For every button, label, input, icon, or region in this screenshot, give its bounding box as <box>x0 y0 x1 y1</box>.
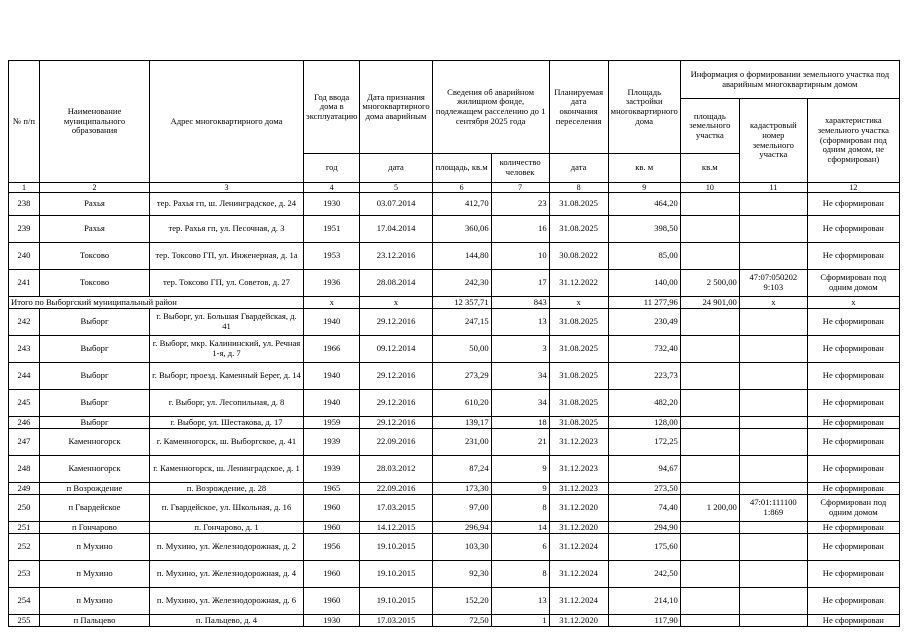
total-cad: х <box>739 297 807 309</box>
header-recognition-date: Дата признания многоквартирного дома аварийным <box>360 61 432 154</box>
building-area: 94,67 <box>608 456 680 483</box>
table-row <box>9 522 900 534</box>
year: 1936 <box>304 270 360 297</box>
table-row <box>9 483 900 495</box>
year: 1960 <box>304 495 360 522</box>
address: п. Мухино, ул. Железнодорожная, д. 6 <box>150 588 304 615</box>
people-count: 34 <box>491 390 549 417</box>
total-area: 11 277,96 <box>608 297 680 309</box>
column-number: 10 <box>680 183 739 193</box>
building-area: 464,20 <box>608 193 680 216</box>
people-count: 23 <box>491 193 549 216</box>
row-number: 251 <box>9 522 40 534</box>
recognition-date: 17.03.2015 <box>360 495 432 522</box>
recognition-date: 29.12.2016 <box>360 363 432 390</box>
total-char: х <box>807 297 899 309</box>
row-number: 252 <box>9 534 40 561</box>
table-row <box>9 363 900 390</box>
municipality: п Гвардейское <box>40 495 150 522</box>
year: 1960 <box>304 588 360 615</box>
row-number: 246 <box>9 417 40 429</box>
people-count: 21 <box>491 429 549 456</box>
recognition-date: 29.12.2016 <box>360 390 432 417</box>
year: 1951 <box>304 216 360 243</box>
header-area: Площадь застройки многоквартирного дома <box>608 61 680 154</box>
recognition-date: 17.03.2015 <box>360 615 432 627</box>
header-plan-date: Планируемая дата окончания переселения <box>549 61 608 154</box>
column-number: 8 <box>549 183 608 193</box>
fund-area: 273,29 <box>432 363 491 390</box>
year: 1960 <box>304 522 360 534</box>
year: 1966 <box>304 336 360 363</box>
row-number: 247 <box>9 429 40 456</box>
plan-date: 31.08.2025 <box>549 193 608 216</box>
year: 1940 <box>304 390 360 417</box>
table-row <box>9 561 900 588</box>
year: 1953 <box>304 243 360 270</box>
cadastral-number <box>739 615 807 627</box>
building-area: 140,00 <box>608 270 680 297</box>
building-area: 230,49 <box>608 309 680 336</box>
people-count: 3 <box>491 336 549 363</box>
land-area <box>680 561 739 588</box>
land-area: 2 500,00 <box>680 270 739 297</box>
land-characteristic: Не сформирован <box>807 309 899 336</box>
header-land-info: Информация о формировании земельного участка под аварийным многоквартирным домом <box>680 61 899 99</box>
column-number: 4 <box>304 183 360 193</box>
unit-people: количество человек <box>491 154 549 183</box>
people-count: 1 <box>491 615 549 627</box>
recognition-date: 03.07.2014 <box>360 193 432 216</box>
cadastral-number <box>739 417 807 429</box>
municipality: Рахья <box>40 216 150 243</box>
row-number: 255 <box>9 615 40 627</box>
column-number: 12 <box>807 183 899 193</box>
land-characteristic: Не сформирован <box>807 588 899 615</box>
table-row <box>9 417 900 429</box>
people-count: 8 <box>491 561 549 588</box>
building-area: 175,60 <box>608 534 680 561</box>
header-land-area: площадь земельного участка <box>680 99 739 154</box>
plan-date: 31.08.2025 <box>549 417 608 429</box>
address: г. Выборг, мкр. Калининский, ул. Речная 1-я, д. 7 <box>150 336 304 363</box>
recognition-date: 19.10.2015 <box>360 534 432 561</box>
row-number: 244 <box>9 363 40 390</box>
land-area <box>680 309 739 336</box>
column-number: 5 <box>360 183 432 193</box>
people-count: 9 <box>491 483 549 495</box>
land-area <box>680 429 739 456</box>
plan-date: 31.12.2022 <box>549 270 608 297</box>
table-row <box>9 588 900 615</box>
fund-area: 92,30 <box>432 561 491 588</box>
people-count: 14 <box>491 522 549 534</box>
plan-date: 31.12.2023 <box>549 429 608 456</box>
header-fund: Сведения об аварийном жилищном фонде, подлежащем расселению до 1 сентября 2025 года <box>432 61 549 154</box>
people-count: 13 <box>491 588 549 615</box>
unit-date: дата <box>360 154 432 183</box>
municipality: Токсово <box>40 270 150 297</box>
fund-area: 152,20 <box>432 588 491 615</box>
cadastral-number <box>739 456 807 483</box>
plan-date: 31.12.2024 <box>549 561 608 588</box>
people-count: 13 <box>491 309 549 336</box>
building-area: 214,10 <box>608 588 680 615</box>
row-number: 239 <box>9 216 40 243</box>
land-characteristic: Не сформирован <box>807 561 899 588</box>
address: тер. Рахья гп, ш. Ленинградское, д. 24 <box>150 193 304 216</box>
address: п. Мухино, ул. Железнодорожная, д. 4 <box>150 561 304 588</box>
unit-plan-date: дата <box>549 154 608 183</box>
row-number: 238 <box>9 193 40 216</box>
year: 1965 <box>304 483 360 495</box>
building-area: 74,40 <box>608 495 680 522</box>
total-land-area: 24 901,00 <box>680 297 739 309</box>
total-fund-area: 12 357,71 <box>432 297 491 309</box>
table-row <box>9 336 900 363</box>
municipality: Выборг <box>40 417 150 429</box>
recognition-date: 29.12.2016 <box>360 417 432 429</box>
cadastral-number: 47:07:050202 9:103 <box>739 270 807 297</box>
land-characteristic: Не сформирован <box>807 417 899 429</box>
cadastral-number <box>739 216 807 243</box>
people-count: 34 <box>491 363 549 390</box>
recognition-date: 29.12.2016 <box>360 309 432 336</box>
header-address: Адрес многоквартирного дома <box>150 61 304 183</box>
fund-area: 144,80 <box>432 243 491 270</box>
fund-area: 103,30 <box>432 534 491 561</box>
plan-date: 31.12.2020 <box>549 615 608 627</box>
land-characteristic: Не сформирован <box>807 216 899 243</box>
total-year: х <box>304 297 360 309</box>
municipality: Рахья <box>40 193 150 216</box>
table-row <box>9 456 900 483</box>
land-characteristic: Не сформирован <box>807 390 899 417</box>
cadastral-number <box>739 309 807 336</box>
recognition-date: 28.03.2012 <box>360 456 432 483</box>
row-number: 249 <box>9 483 40 495</box>
plan-date: 31.12.2023 <box>549 456 608 483</box>
municipality: Токсово <box>40 243 150 270</box>
column-number: 11 <box>739 183 807 193</box>
unit-area: кв. м <box>608 154 680 183</box>
recognition-date: 14.12.2015 <box>360 522 432 534</box>
land-area <box>680 588 739 615</box>
fund-area: 50,00 <box>432 336 491 363</box>
cadastral-number <box>739 483 807 495</box>
land-characteristic: Не сформирован <box>807 429 899 456</box>
land-characteristic: Сформирован под одним домом <box>807 495 899 522</box>
recognition-date: 23.12.2016 <box>360 243 432 270</box>
year: 1930 <box>304 193 360 216</box>
address: п. Возрождение, д. 28 <box>150 483 304 495</box>
municipality: п Гончарово <box>40 522 150 534</box>
building-area: 172,25 <box>608 429 680 456</box>
fund-area: 610,20 <box>432 390 491 417</box>
fund-area: 242,30 <box>432 270 491 297</box>
land-characteristic: Не сформирован <box>807 456 899 483</box>
column-number: 6 <box>432 183 491 193</box>
total-plan: х <box>549 297 608 309</box>
land-area <box>680 483 739 495</box>
municipality: Каменногорск <box>40 429 150 456</box>
cadastral-number <box>739 243 807 270</box>
column-number: 3 <box>150 183 304 193</box>
land-area <box>680 534 739 561</box>
column-number: 2 <box>40 183 150 193</box>
building-area: 117,90 <box>608 615 680 627</box>
municipality: п Пальцево <box>40 615 150 627</box>
address: г. Выборг, ул. Большая Гвардейская, д. 41 <box>150 309 304 336</box>
people-count: 6 <box>491 534 549 561</box>
table-row <box>9 534 900 561</box>
table-row <box>9 429 900 456</box>
column-number: 9 <box>608 183 680 193</box>
address: п. Гвардейское, ул. Школьная, д. 16 <box>150 495 304 522</box>
land-area <box>680 417 739 429</box>
building-area: 242,50 <box>608 561 680 588</box>
header-land-characteristic: характеристика земельного участка (сформирован под одним домом, не сформирован) <box>807 99 899 183</box>
address: г. Выборг, ул. Лесопильная, д. 8 <box>150 390 304 417</box>
recognition-date: 22.09.2016 <box>360 429 432 456</box>
address: тер. Рахья гп, ул. Песочная, д. 3 <box>150 216 304 243</box>
fund-area: 72,50 <box>432 615 491 627</box>
municipality: Выборг <box>40 336 150 363</box>
fund-area: 247,15 <box>432 309 491 336</box>
plan-date: 31.12.2024 <box>549 588 608 615</box>
land-characteristic: Не сформирован <box>807 363 899 390</box>
address: тер. Токсово ГП, ул. Советов, д. 27 <box>150 270 304 297</box>
table-row <box>9 615 900 627</box>
table-row <box>9 243 900 270</box>
table-row <box>9 309 900 336</box>
plan-date: 31.12.2020 <box>549 495 608 522</box>
row-number: 240 <box>9 243 40 270</box>
municipality: п Мухино <box>40 534 150 561</box>
land-characteristic: Не сформирован <box>807 615 899 627</box>
header-year: Год ввода дома в эксплуатацию <box>304 61 360 154</box>
total-date: х <box>360 297 432 309</box>
land-characteristic: Не сформирован <box>807 534 899 561</box>
table-row <box>9 270 900 297</box>
table-row <box>9 390 900 417</box>
municipality: Выборг <box>40 390 150 417</box>
plan-date: 31.08.2025 <box>549 216 608 243</box>
header-no: № п/п <box>9 61 40 183</box>
building-area: 398,50 <box>608 216 680 243</box>
recognition-date: 22.09.2016 <box>360 483 432 495</box>
building-area: 128,00 <box>608 417 680 429</box>
year: 1940 <box>304 363 360 390</box>
recognition-date: 09.12.2014 <box>360 336 432 363</box>
address: г. Каменногорск, ш. Выборгское, д. 41 <box>150 429 304 456</box>
header-cadastral: кадастровый номер земельного участка <box>739 99 807 183</box>
land-area <box>680 336 739 363</box>
cadastral-number <box>739 561 807 588</box>
address: п. Гончарово, д. 1 <box>150 522 304 534</box>
cadastral-number <box>739 193 807 216</box>
land-area <box>680 456 739 483</box>
row-number: 243 <box>9 336 40 363</box>
municipality: Выборг <box>40 363 150 390</box>
building-area: 85,00 <box>608 243 680 270</box>
total-people: 843 <box>491 297 549 309</box>
column-number: 7 <box>491 183 549 193</box>
land-area: 1 200,00 <box>680 495 739 522</box>
recognition-date: 28.08.2014 <box>360 270 432 297</box>
fund-area: 231,00 <box>432 429 491 456</box>
year: 1939 <box>304 456 360 483</box>
cadastral-number <box>739 534 807 561</box>
total-label: Итого по Выборгский муниципальный район <box>9 297 304 309</box>
table-row <box>9 216 900 243</box>
address: п. Пальцево, д. 4 <box>150 615 304 627</box>
year: 1939 <box>304 429 360 456</box>
table-row <box>9 193 900 216</box>
fund-area: 360,06 <box>432 216 491 243</box>
plan-date: 31.08.2025 <box>549 336 608 363</box>
row-number: 242 <box>9 309 40 336</box>
cadastral-number <box>739 363 807 390</box>
plan-date: 31.08.2025 <box>549 309 608 336</box>
unit-land-area: кв.м <box>680 154 739 183</box>
row-number: 253 <box>9 561 40 588</box>
year: 1930 <box>304 615 360 627</box>
land-characteristic: Не сформирован <box>807 336 899 363</box>
row-number: 241 <box>9 270 40 297</box>
land-area <box>680 615 739 627</box>
year: 1959 <box>304 417 360 429</box>
fund-area: 97,00 <box>432 495 491 522</box>
municipality: Каменногорск <box>40 456 150 483</box>
land-area <box>680 193 739 216</box>
land-area <box>680 363 739 390</box>
cadastral-number <box>739 522 807 534</box>
people-count: 10 <box>491 243 549 270</box>
cadastral-number <box>739 588 807 615</box>
plan-date: 31.12.2020 <box>549 522 608 534</box>
land-characteristic: Не сформирован <box>807 243 899 270</box>
people-count: 17 <box>491 270 549 297</box>
cadastral-number <box>739 336 807 363</box>
land-characteristic: Не сформирован <box>807 522 899 534</box>
land-area <box>680 522 739 534</box>
land-characteristic: Не сформирован <box>807 483 899 495</box>
address: г. Выборг, проезд. Каменный Берег, д. 14 <box>150 363 304 390</box>
fund-area: 139,17 <box>432 417 491 429</box>
plan-date: 31.08.2025 <box>549 390 608 417</box>
municipality: п Возрождение <box>40 483 150 495</box>
unit-year: год <box>304 154 360 183</box>
cadastral-number <box>739 429 807 456</box>
land-area <box>680 243 739 270</box>
column-number: 1 <box>9 183 40 193</box>
cadastral-number <box>739 390 807 417</box>
recognition-date: 17.04.2014 <box>360 216 432 243</box>
recognition-date: 19.10.2015 <box>360 561 432 588</box>
row-number: 254 <box>9 588 40 615</box>
fund-area: 87,24 <box>432 456 491 483</box>
row-number: 250 <box>9 495 40 522</box>
building-area: 223,73 <box>608 363 680 390</box>
plan-date: 31.12.2023 <box>549 483 608 495</box>
land-area <box>680 390 739 417</box>
year: 1956 <box>304 534 360 561</box>
address: г. Каменногорск, ш. Ленинградское, д. 1 <box>150 456 304 483</box>
row-number: 248 <box>9 456 40 483</box>
address: г. Выборг, ул. Шестакова, д. 17 <box>150 417 304 429</box>
header-mo: Наименование муниципального образования <box>40 61 150 183</box>
plan-date: 30.08.2022 <box>549 243 608 270</box>
table-body <box>9 61 900 627</box>
fund-area: 173,30 <box>432 483 491 495</box>
cadastral-number: 47:01:111100 1:869 <box>739 495 807 522</box>
municipality: п Мухино <box>40 588 150 615</box>
building-area: 294,90 <box>608 522 680 534</box>
column-numbers-row <box>9 183 900 193</box>
unit-fund-area: площадь, кв.м <box>432 154 491 183</box>
land-characteristic: Сформирован под одним домом <box>807 270 899 297</box>
table-row <box>9 495 900 522</box>
people-count: 8 <box>491 495 549 522</box>
row-number: 245 <box>9 390 40 417</box>
municipality: Выборг <box>40 309 150 336</box>
fund-area: 296,94 <box>432 522 491 534</box>
year: 1940 <box>304 309 360 336</box>
year: 1960 <box>304 561 360 588</box>
fund-area: 412,70 <box>432 193 491 216</box>
plan-date: 31.08.2025 <box>549 363 608 390</box>
land-area <box>680 216 739 243</box>
people-count: 16 <box>491 216 549 243</box>
building-area: 482,20 <box>608 390 680 417</box>
recognition-date: 19.10.2015 <box>360 588 432 615</box>
building-area: 732,40 <box>608 336 680 363</box>
housing-table <box>8 60 900 627</box>
plan-date: 31.12.2024 <box>549 534 608 561</box>
people-count: 9 <box>491 456 549 483</box>
land-characteristic: Не сформирован <box>807 193 899 216</box>
address: тер. Токсово ГП, ул. Инженерная, д. 1а <box>150 243 304 270</box>
total-row <box>9 297 900 309</box>
people-count: 18 <box>491 417 549 429</box>
building-area: 273,50 <box>608 483 680 495</box>
address: п. Мухино, ул. Железнодорожная, д. 2 <box>150 534 304 561</box>
municipality: п Мухино <box>40 561 150 588</box>
